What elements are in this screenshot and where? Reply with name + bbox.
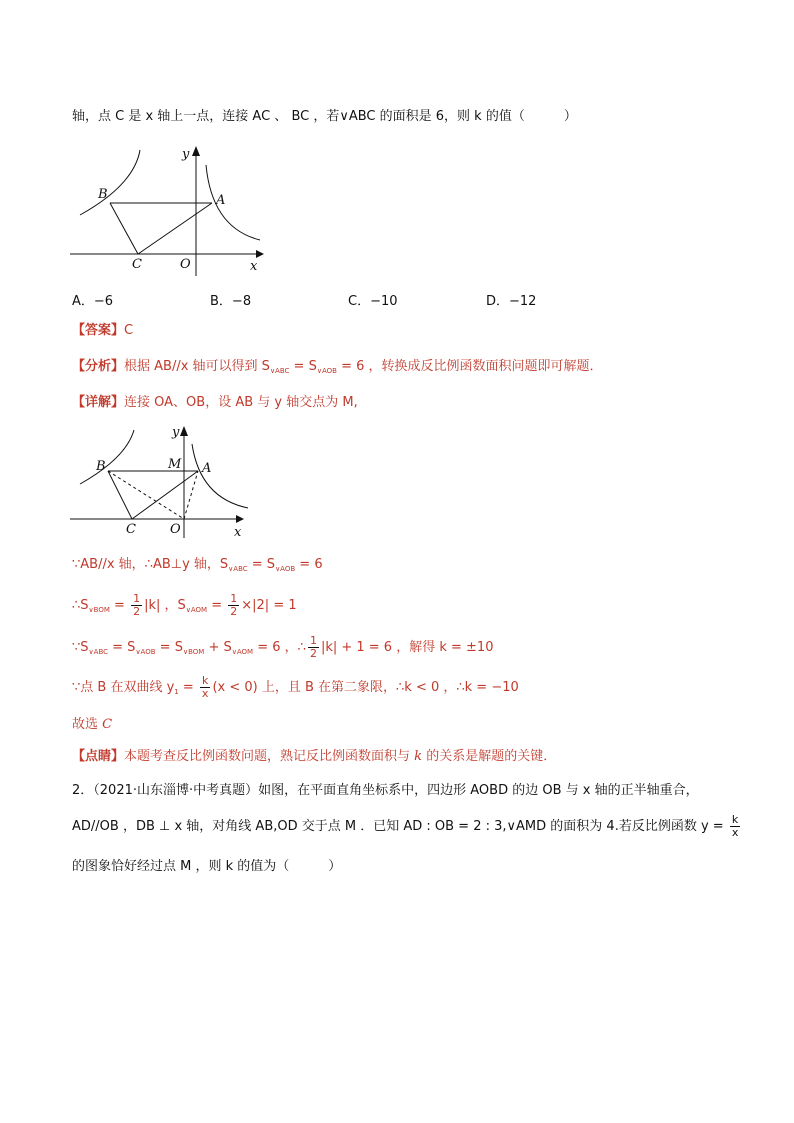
detail-line: 【详解】连接 OA、OB，设 AB 与 y 轴交点为 M, bbox=[72, 395, 358, 410]
fraction-k-over-x: $\frac{k}{x}$ bbox=[201, 674, 209, 700]
fig2-label-c: C bbox=[126, 522, 136, 537]
fig1-label-c: C bbox=[132, 257, 142, 272]
answer-line bbox=[72, 322, 133, 340]
option-c: C．−10 bbox=[348, 294, 398, 309]
answer-value: C bbox=[124, 323, 134, 338]
fig1-label-o: O bbox=[180, 257, 191, 272]
fig2-label-o: O bbox=[170, 522, 181, 537]
q1-solution-figure bbox=[70, 420, 260, 545]
fig1-label-y: y bbox=[182, 147, 190, 162]
fig2-label-b: B bbox=[96, 459, 106, 474]
choose-line: 故选 C bbox=[72, 717, 113, 732]
solution-line-3: $\because S_{\vee ABC} = S_{\vee AOB} = S_{\vee BOM} + S_{\vee AOM} = 6$ ，∴ $\frac{1}{2}$ |k| + 1 = 6 ，解得 k = ±10 bbox=[72, 634, 494, 660]
option-a: A．−6 bbox=[72, 294, 114, 309]
answer-tag: 【答案】 bbox=[72, 323, 125, 338]
fraction-half: $\frac{1}{2}$ bbox=[133, 592, 141, 618]
fig2-label-a: A bbox=[202, 461, 212, 476]
q2-line-3: 的图象恰好经过点 M ，则 k 的值为（ ） bbox=[72, 859, 342, 874]
fig2-label-y: y bbox=[172, 425, 180, 440]
fraction-k-over-x: $\frac{k}{x}$ bbox=[731, 813, 739, 839]
analysis-line: 【分析】根据 AB//x 轴可以得到 $S_{\vee ABC} = S_{\vee AOB} = 6$ ，转换成反比例函数面积问题即可解题． bbox=[72, 359, 603, 375]
fig1-label-x: x bbox=[250, 259, 258, 274]
solution-line-4: ∵点 B 在双曲线 $y_1$ = $\frac{k}{x}$ (x < 0) 上，且 B 在第二象限，∴k < 0 ，∴k = −10 bbox=[72, 674, 519, 700]
q2-line-2: AD//OB ，DB ⊥ x 轴，对角线 AB,OD 交于点 M ．已知 AD : OB = 2 : 3,∨AMD 的面积为 4.若反比例函数 y = $\frac{k}{x}$ bbox=[72, 813, 739, 839]
solution-line-2: $\therefore S_{\vee BOM}$ = $\frac{1}{2}$ |k| ，$S_{\vee AOM}$ = $\frac{1}{2}$ ×|2| = 1 bbox=[72, 592, 297, 618]
fig2-label-x: x bbox=[234, 525, 242, 540]
comment-line: 【点睛】本题考查反比例函数问题，熟记反比例函数面积与 k 的关系是解题的关键． bbox=[72, 749, 557, 764]
option-b: B．−8 bbox=[210, 294, 252, 309]
fraction-half: $\frac{1}{2}$ bbox=[309, 634, 317, 660]
fig1-label-a: A bbox=[216, 193, 226, 208]
q1-figure bbox=[70, 140, 270, 280]
fraction-half: $\frac{1}{2}$ bbox=[230, 592, 238, 618]
solution-line-1: ∵AB//x 轴，∴AB⊥y 轴，$S_{\vee ABC} = S_{\vee AOB} = 6$ bbox=[72, 557, 323, 573]
q2-line-1: 2．（2021·山东淄博·中考真题）如图，在平面直角坐标系中，四边形 AOBD 的边 OB 与 x 轴的正半轴重合， bbox=[72, 783, 699, 798]
q1-intro: 轴，点 C 是 x 轴上一点，连接 AC 、 BC ，若∨ABC 的面积是 6，则 k 的值（ ） bbox=[72, 109, 577, 124]
fig1-label-b: B bbox=[98, 187, 108, 202]
fig2-label-m: M bbox=[168, 457, 182, 472]
option-d: D．−12 bbox=[486, 294, 537, 309]
